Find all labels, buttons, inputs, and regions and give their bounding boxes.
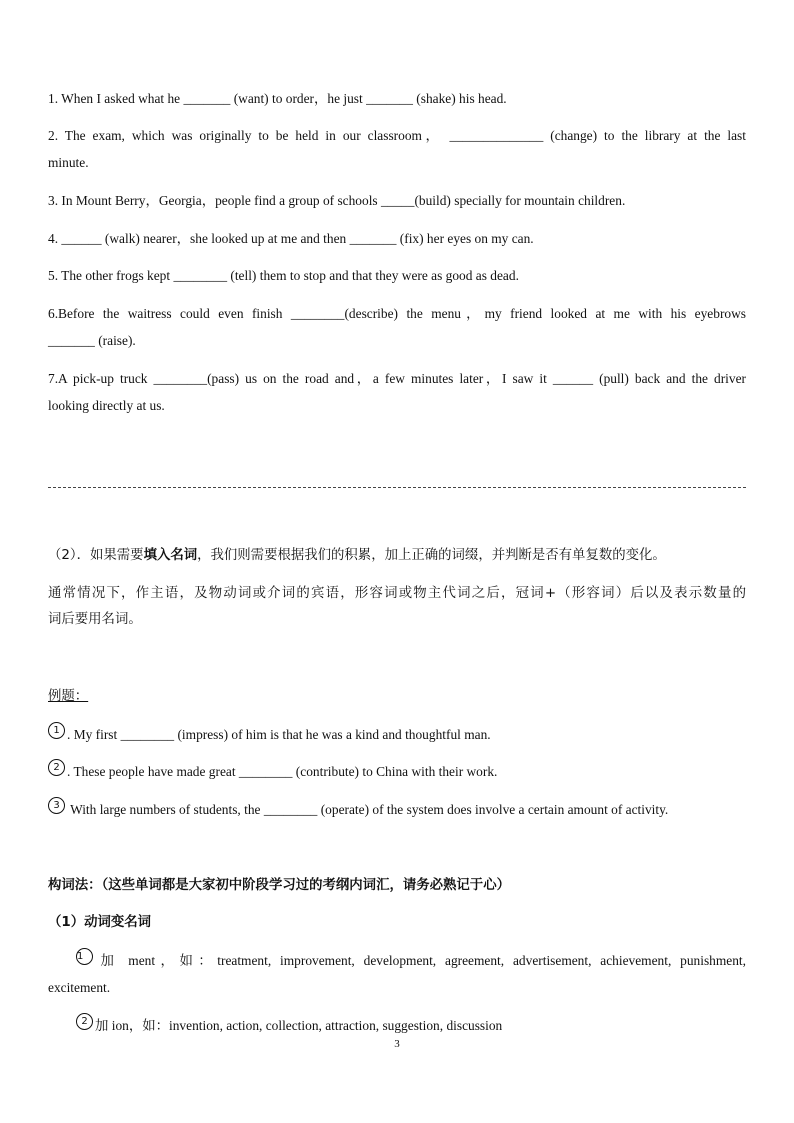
intro-bold: 填入名词 xyxy=(143,548,198,563)
section-divider xyxy=(48,487,746,488)
example-2-text: . These people have made great ________ (contribute) to China with their work. xyxy=(67,764,498,779)
circled-number-2: 2 xyxy=(76,1013,93,1030)
example-3-text: With large numbers of students, the ________ (operate) of the system does involve a certain amount of activity. xyxy=(67,802,669,817)
page-number: 3 xyxy=(394,1038,400,1050)
exercise-4: 4. ______ (walk) nearer，she looked up at me and then _______ (fix) her eyes on my can. xyxy=(48,231,534,246)
verb-to-noun-heading: （1）动词变名词 xyxy=(48,915,152,930)
intro-prefix: （2）．如果需要 xyxy=(48,548,144,563)
section2-rule-cont: 词后要用名词。 xyxy=(48,612,142,627)
example-2 xyxy=(48,758,746,785)
exercise-7-cont: looking directly at us. xyxy=(48,398,165,413)
circled-number-2: 2 xyxy=(48,759,65,776)
exercise-7: 7.A pick-up truck ________(pass) us on the road and，a few minutes later，I saw it ______ (pull) back and the driver xyxy=(48,371,746,386)
word-formation-heading: 构词法：（这些单词都是大家初中阶段学习过的考纲内词汇，请务必熟记于心） xyxy=(48,878,510,893)
exercise-3: 3. In Mount Berry，Georgia，people find a group of schools _____(build) specially for mountain children. xyxy=(48,193,626,208)
exercise-2-cont: minute. xyxy=(48,155,89,170)
exercise-6: 6.Before the waitress could even finish ________(describe) the menu，my friend looked at me with his eyebrows xyxy=(48,306,746,321)
example-heading-text: 例题： xyxy=(48,689,89,704)
section2-intro xyxy=(48,542,746,569)
circled-number-1: 1 xyxy=(48,722,65,739)
rule-ment xyxy=(76,947,746,974)
rule-ion xyxy=(76,1012,746,1039)
rule-ment-cont: excitement. xyxy=(48,980,111,995)
exercise-5: 5. The other frogs kept ________ (tell) them to stop and that they were as good as dead. xyxy=(48,268,519,283)
example-1 xyxy=(48,721,746,748)
rule-ment-text: 加 ment，如：treatment, improvement, development, agreement, advertisement, achievement, punishment, xyxy=(95,953,746,968)
example-3 xyxy=(48,796,746,823)
exercise-6-cont: _______ (raise). xyxy=(48,333,136,348)
example-1-text: . My first ________ (impress) of him is that he was a kind and thoughtful man. xyxy=(67,727,491,742)
circled-number-1: 1 xyxy=(76,948,93,965)
circled-number-3: 3 xyxy=(48,797,65,814)
exercise-2: 2. The exam, which was originally to be held in our classroom， ______________ (change) to the library at the last xyxy=(48,128,746,143)
intro-suffix: ，我们则需要根据我们的积累，加上正确的词缀，并判断是否有单复数的变化。 xyxy=(197,548,666,563)
example-heading xyxy=(48,683,746,710)
rule-ion-text: 加 ion，如：invention, action, collection, attraction, suggestion, discussion xyxy=(95,1018,503,1033)
section2-rule: 通常情况下，作主语，及物动词或介词的宾语，形容词或物主代词之后，冠词+（形容词）后以及表示数量的 xyxy=(48,586,746,601)
exercise-1: 1. When I asked what he _______ (want) to order，he just _______ (shake) his head. xyxy=(48,91,507,106)
